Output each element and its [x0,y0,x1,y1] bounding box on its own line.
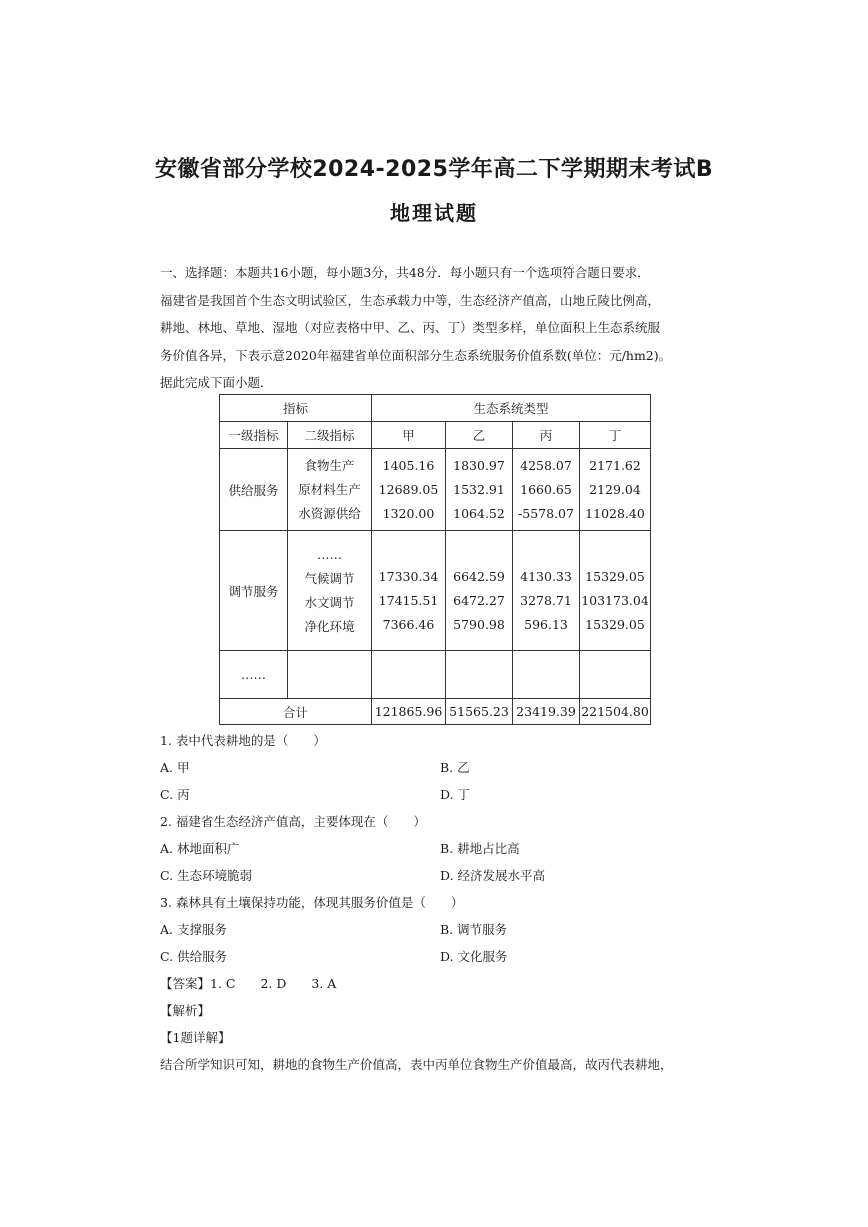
table-cell: 7366.46 [382,616,435,632]
total-bing: 23419.39 [513,699,580,725]
table-cell: 15329.05 [585,616,645,632]
table-cell: 2129.04 [589,481,641,497]
table-cell: 水资源供给 [298,505,361,521]
table-cell: 1320.00 [382,505,435,521]
regulate-items [288,531,372,651]
table-cell [372,651,446,699]
table-cell: …… [317,546,342,562]
table-cell [446,651,513,699]
intro-line: 据此完成下面小题． [160,375,273,390]
q1-option-d: D. 丁 [440,787,471,802]
table-cell: 11028.40 [585,505,645,521]
total-jia: 121865.96 [372,699,446,725]
detail-text: 结合所学知识可知，耕地的食物生产价值高，表中丙单位食物生产价值最高，故丙代表耕地， [160,1057,673,1072]
table-cell: 17415.51 [378,592,439,608]
table-cell: 3278.71 [520,592,572,608]
table-cell: 12689.05 [378,481,439,497]
table-cell: 103173.04 [581,592,649,608]
supply-yi [446,449,513,531]
header-type-ding: 丁 [580,422,651,449]
supply-bing [513,449,580,531]
q2-option-c: C. 生态环境脆弱 [160,868,253,883]
header-indicator: 指标 [220,395,372,422]
table-cell: 6642.59 [453,568,505,584]
supply-jia [372,449,446,531]
q3-option-b: B. 调节服务 [440,922,508,937]
intro-line: 务价值各异，下表示意2020年福建省单位面积部分生态系统服务价值系数(单位：元/hm2)。 [160,347,672,363]
analysis-heading: 【解析】 [160,1003,211,1018]
q2-option-a: A. 林地面积广 [160,841,240,856]
regulate-yi [446,531,513,651]
detail-heading: 【1题详解】 [160,1030,231,1045]
regulate-service-label: 调节服务 [220,531,288,651]
answer-line: 【答案】1. C 2. D 3. A [160,976,337,991]
intro-line: 耕地、林地、草地、湿地（对应表格中甲、乙、丙、丁）类型多样，单位面积上生态系统服 [160,320,661,335]
intro-paragraph [160,259,720,397]
q2-option-b: B. 耕地占比高 [440,841,520,856]
ecosystem-value-table [219,394,651,725]
header-level2: 二级指标 [288,422,372,449]
table-cell [288,651,372,699]
header-type-bing: 丙 [513,422,580,449]
table-cell: 1532.91 [453,481,505,497]
regulate-jia [372,531,446,651]
header-ecosystem-type: 生态系统类型 [372,395,651,422]
table-cell: 6472.27 [453,592,505,608]
total-label: 合计 [220,699,372,725]
supply-items [288,449,372,531]
q3-option-d: D. 文化服务 [440,949,508,964]
table-cell: 17330.34 [378,568,439,584]
total-ding: 221504.80 [580,699,651,725]
table-cell: 气候调节 [304,570,355,586]
total-yi: 51565.23 [446,699,513,725]
header-type-yi: 乙 [446,422,513,449]
question-2-stem: 2. 福建省生态经济产值高，主要体现在（ ） [160,814,426,829]
table-cell: -5578.07 [518,505,574,521]
header-level1: 一级指标 [220,422,288,449]
q1-option-c: C. 丙 [160,787,190,802]
table-cell [580,651,651,699]
table-cell: 水文调节 [304,594,355,610]
question-3-stem: 3. 森林具有土壤保持功能，体现其服务价值是（ ） [160,895,464,910]
table-cell: 15329.05 [585,568,645,584]
intro-line: 福建省是我国首个生态文明试验区，生态承载力中等，生态经济产值高，山地丘陵比例高， [160,292,661,308]
table-cell: 1405.16 [382,457,435,473]
supply-service-label: 供给服务 [220,449,288,531]
header-type-jia: 甲 [372,422,446,449]
document-subtitle: 地理试题 [390,201,478,225]
supply-ding [580,449,651,531]
intro-line: 一、选择题：本题共16小题，每小题3分，共48分．每小题只有一个选项符合题日要求． [160,265,650,280]
q1-option-a: A. 甲 [160,760,190,775]
q3-option-a: A. 支撑服务 [160,922,227,937]
table-cell: 净化环境 [304,618,355,634]
table-cell: 食物生产 [304,457,355,473]
table-cell: 5790.98 [453,616,505,632]
table-cell: 原材料生产 [298,481,361,497]
table-cell: 596.13 [524,616,568,632]
question-1-stem: 1. 表中代表耕地的是（ ） [160,733,326,748]
table-cell: 1660.65 [520,481,572,497]
q3-option-c: C. 供给服务 [160,949,228,964]
document-title: 安徽省部分学校2024-2025学年高二下学期期末考试B [154,157,714,182]
more-rows-ellipsis: …… [220,651,288,699]
table-cell: 1830.97 [453,457,505,473]
q2-option-d: D. 经济发展水平高 [440,868,546,883]
table-cell: 4130.33 [520,568,572,584]
table-cell: 2171.62 [589,457,641,473]
table-cell [513,651,580,699]
regulate-ding [580,531,651,651]
table-cell: 1064.52 [453,505,505,521]
regulate-bing [513,531,580,651]
q1-option-b: B. 乙 [440,760,470,775]
table-cell: 4258.07 [520,457,572,473]
